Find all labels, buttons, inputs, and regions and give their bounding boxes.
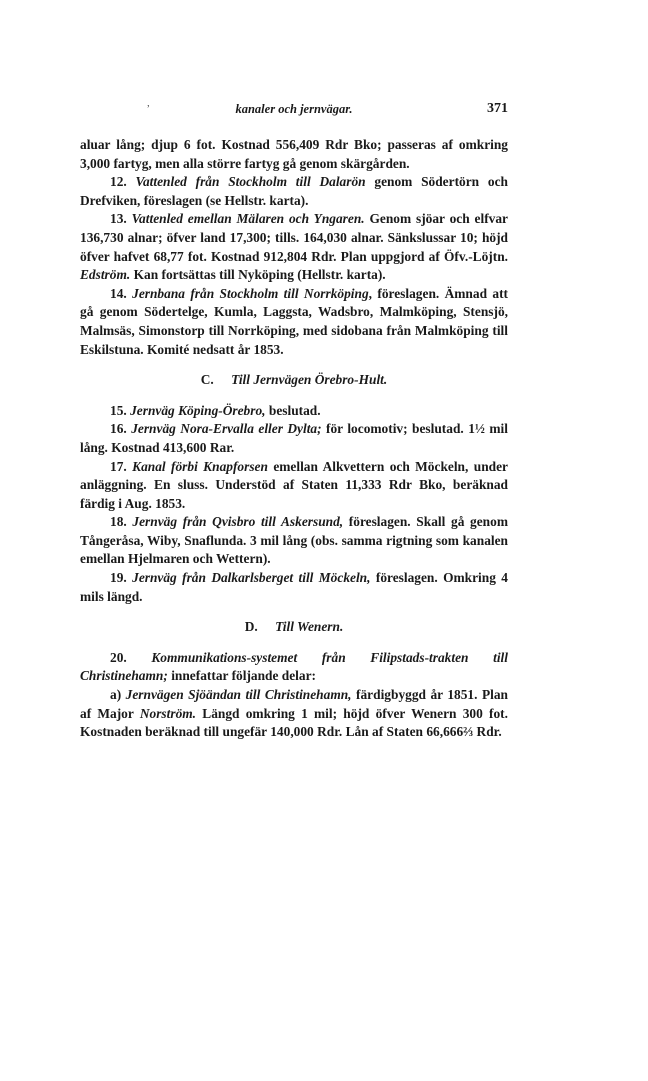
section-heading-d [80, 618, 508, 637]
item-number: 12. [110, 174, 127, 190]
item-text-end: Längd omkring 1 mil; höjd öfver Wenern 300 fot. Kostnaden beräknad till ungefär 140,000 Rdr. Lån af Staten 66,666⅔ Rdr. [80, 705, 508, 740]
paragraph-13 [80, 210, 508, 284]
item-number: 19. [110, 570, 127, 586]
paragraph-19 [80, 569, 508, 606]
section-title: Till Wenern. [275, 619, 344, 635]
section-heading-c [80, 371, 508, 390]
item-text: Genom sjöar och elfvar 136,730 alnar; öfver land 17,300; tills. 164,030 alnar. Sänkslussar 10; höjd öfver hafvet 68,77 fot. Kostnad 912,804 Rdr. Plan uppgjord af Öfv.-Löjtn. [80, 211, 508, 264]
item-number: 17. [110, 458, 127, 474]
item-number: 16. [110, 421, 127, 437]
item-text: emellan Alkvettern och Möckeln, under anläggning. En sluss. Understöd af Staten 11,333 Rdr Bko, beräknad färdig i Aug. 1853. [80, 458, 508, 511]
item-number: 13. [110, 211, 127, 227]
item-number: 20. [110, 649, 127, 665]
item-title: Kanal förbi Knapforsen [132, 458, 268, 474]
item-text: genom Södertörn och Drefviken, föreslagen (se Hellstr. karta). [80, 174, 508, 208]
item-number: 18. [110, 514, 127, 530]
item-text: föreslagen. Omkring 4 mils längd. [80, 570, 508, 604]
item-text: för locomotiv; beslutad. 1½ mil lång. Kostnad 413,600 Rar. [80, 421, 508, 455]
item-title: Kommunikations-systemet från Filipstads-trakten till Christinehamn; [80, 649, 508, 684]
item-title: Jernväg från Dalkarlsberget till Möckeln, [132, 570, 371, 586]
section-letter: C. [200, 372, 214, 388]
paragraph-20 [80, 649, 508, 686]
item-text-end: Kan fortsättas till Nyköping (Hellstr. karta). [133, 267, 386, 283]
item-text: föreslagen. Skall gå genom Tångeråsa, Wiby, Snaflunda. 3 mil lång (obs. samma rigtning som kanalen emellan Hjelmaren och Wettern). [80, 514, 508, 567]
author-name: Edström. [80, 267, 131, 283]
paragraph-17 [80, 458, 508, 514]
item-text: beslutad. [268, 402, 321, 418]
item-title: Jernvägen Sjöändan till Christinehamn, [125, 687, 352, 703]
item-title: Jernväg Nora-Ervalla eller Dylta; [131, 421, 322, 437]
stray-mark: , [147, 97, 150, 109]
section-title: Till Jernvägen Örebro-Hult. [231, 372, 388, 388]
item-text: , föreslagen. Ämnad att gå genom Södertelge, Kumla, Laggsta, Wadsbro, Malmköping, Stensjö, Malmsäs, Simonstorp till Norrköping, med sidobana från Malmköping till Eskilstuna. Komité nedsatt år 1853. [80, 285, 508, 357]
page-number: 371 [487, 101, 508, 116]
paragraph-20a [80, 686, 508, 742]
item-title: Jernväg från Qvisbro till Askersund, [132, 514, 344, 530]
section-letter: D. [244, 619, 258, 635]
paragraph-16 [80, 420, 508, 457]
item-title: Jernbana från Stockholm till Norrköping [132, 285, 369, 301]
running-title: kanaler och jernvägar. [235, 102, 353, 116]
item-title: Vattenled från Stockholm till Dalarön [135, 174, 366, 190]
paragraph-18 [80, 513, 508, 569]
item-number: 15. [110, 402, 127, 418]
paragraph-15 [80, 402, 508, 421]
paragraph-continuation: aluar lång; djup 6 fot. Kostnad 556,409 Rdr Bko; passeras af omkring 3,000 fartyg, men alla större fartyg gå genom skärgården. [80, 137, 508, 171]
paragraph-12 [80, 173, 508, 210]
paragraph-14 [80, 285, 508, 359]
item-text: färdigbyggd år 1851. Plan af Major [80, 687, 508, 721]
item-title: Vattenled emellan Mälaren och Yngaren. [131, 211, 365, 227]
author-name: Norström. [139, 705, 197, 721]
item-number: 14. [110, 285, 127, 301]
sub-item-label: a) [110, 687, 122, 703]
item-title: Jernväg Köping-Örebro, [130, 402, 266, 418]
running-header [80, 100, 508, 124]
document-page [80, 100, 508, 742]
item-text: innefattar följande delar: [171, 668, 316, 684]
